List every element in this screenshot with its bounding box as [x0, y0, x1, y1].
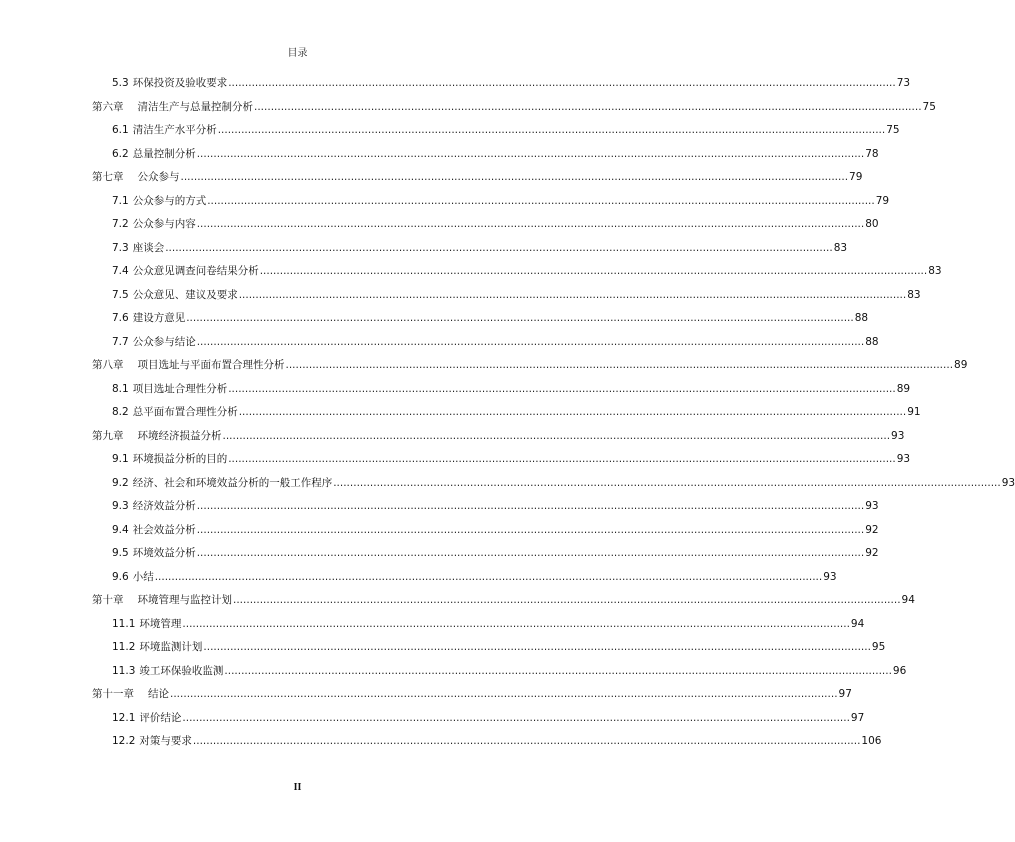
- toc-entry[interactable]: [112, 615, 865, 631]
- toc-dot-leader: ........................................................................................................................................................................................................: [196, 500, 865, 512]
- page-number: II: [293, 782, 302, 793]
- toc-entry-title: 项目选址与平面布置合理性分析: [137, 359, 285, 371]
- toc-dot-leader: ........................................................................................................................................................................................................: [165, 241, 833, 254]
- toc-entry-title: 环境管理: [139, 617, 182, 630]
- toc-entry-page: 73: [896, 77, 911, 89]
- toc-entry-page: 96: [892, 664, 907, 677]
- toc-entry-page: 93: [891, 429, 905, 442]
- toc-entry-number: 7.1: [112, 194, 129, 207]
- toc-dot-leader: ........................................................................................................................................................................................................: [224, 664, 892, 677]
- toc-entry-title: 公众意见调查问卷结果分析: [132, 265, 259, 277]
- toc-entry-number: 第六章: [92, 100, 124, 113]
- toc-dot-leader: ........................................................................................................................................................................................................: [254, 100, 922, 113]
- toc-dot-leader: ........................................................................................................................................................................................................: [228, 453, 896, 465]
- toc-entry-page: 94: [901, 594, 915, 606]
- toc-entry-number: 9.6: [112, 570, 129, 583]
- toc-entry-page: 75: [922, 100, 936, 113]
- toc-entry-number: 11.1: [112, 617, 136, 630]
- toc-entry[interactable]: [112, 333, 879, 349]
- toc-entry-page: 95: [871, 641, 886, 653]
- toc-entry-page: 94: [850, 617, 865, 630]
- toc-entry-title: 经济效益分析: [132, 500, 196, 512]
- toc-entry-number: 9.5: [112, 547, 129, 559]
- toc-entry-number: 11.3: [112, 664, 136, 677]
- toc-entry-number: 12.1: [112, 711, 136, 724]
- toc-dot-leader: ........................................................................................................................................................................................................: [196, 147, 865, 160]
- toc-dot-leader: ........................................................................................................................................................................................................: [238, 406, 907, 418]
- toc-entry-title: 项目选址合理性分析: [132, 382, 228, 395]
- toc-entry-page: 92: [865, 547, 879, 559]
- toc-entry-number: 7.3: [112, 241, 129, 254]
- toc-entry[interactable]: [112, 145, 879, 161]
- toc-entry[interactable]: [112, 497, 879, 513]
- toc-entry-title: 座谈会: [132, 241, 165, 254]
- page-header-title: 目录: [287, 48, 308, 59]
- toc-entry-title: 环境损益分析的目的: [132, 453, 228, 465]
- toc-dot-leader: ........................................................................................................................................................................................................: [233, 594, 901, 606]
- toc-entry[interactable]: [112, 380, 911, 396]
- toc-dot-leader: ........................................................................................................................................................................................................: [228, 77, 896, 89]
- toc-entry-page: 78: [865, 147, 879, 160]
- toc-entry[interactable]: [112, 568, 837, 584]
- toc-entry-page: 80: [865, 218, 879, 230]
- toc-entry-page: 92: [865, 523, 879, 536]
- toc-entry-page: 93: [1001, 476, 1015, 489]
- toc-entry-number: 8.1: [112, 382, 129, 395]
- toc-entry-page: 83: [833, 241, 848, 254]
- toc-entry[interactable]: [112, 474, 1015, 490]
- toc-entry[interactable]: [92, 591, 915, 607]
- toc-entry[interactable]: [112, 662, 907, 678]
- toc-entry[interactable]: [92, 356, 968, 372]
- toc-entry[interactable]: [92, 168, 863, 184]
- toc-entry-page: 89: [896, 382, 911, 395]
- toc-entry[interactable]: [112, 450, 911, 466]
- toc-entry-title: 清洁生产与总量控制分析: [137, 100, 253, 113]
- toc-dot-leader: ........................................................................................................................................................................................................: [222, 429, 891, 442]
- toc-dot-leader: ........................................................................................................................................................................................................: [228, 382, 896, 395]
- toc-entry-page: 88: [854, 312, 869, 324]
- toc-entry-page: 83: [928, 265, 942, 277]
- toc-dot-leader: ........................................................................................................................................................................................................: [217, 124, 886, 136]
- toc-dot-leader: ........................................................................................................................................................................................................: [196, 218, 865, 230]
- toc-entry[interactable]: [112, 286, 921, 302]
- toc-entry-number: 8.2: [112, 406, 129, 418]
- toc-dot-leader: ........................................................................................................................................................................................................: [203, 641, 871, 653]
- toc-entry-number: 7.6: [112, 312, 129, 324]
- toc-entry-number: 9.1: [112, 453, 129, 465]
- toc-dot-leader: ........................................................................................................................................................................................................: [285, 359, 954, 371]
- toc-entry-number: 第七章: [92, 171, 124, 183]
- toc-entry-page: 83: [907, 288, 921, 301]
- toc-entry-title: 公众意见、建议及要求: [132, 288, 238, 301]
- toc-entry-number: 6.2: [112, 147, 129, 160]
- toc-dot-leader: ........................................................................................................................................................................................................: [186, 312, 854, 324]
- toc-entry-title: 公众参与: [137, 171, 180, 183]
- toc-entry[interactable]: [92, 98, 936, 114]
- toc-entry-number: 9.2: [112, 476, 129, 489]
- toc-entry-number: 第十一章: [92, 688, 134, 700]
- toc-entry[interactable]: [112, 709, 865, 725]
- toc-entry-number: 7.4: [112, 265, 129, 277]
- toc-dot-leader: ........................................................................................................................................................................................................: [196, 523, 865, 536]
- toc-dot-leader: ........................................................................................................................................................................................................: [180, 171, 849, 183]
- toc-entry-number: 7.2: [112, 218, 129, 230]
- toc-entry-title: 公众参与的方式: [132, 194, 207, 207]
- toc-entry-number: 9.4: [112, 523, 129, 536]
- toc-entry-title: 环境管理与监控计划: [137, 594, 232, 606]
- toc-entry-page: 106: [861, 735, 882, 747]
- toc-entry-number: 6.1: [112, 124, 129, 136]
- toc-entry-number: 第八章: [92, 359, 124, 371]
- toc-entry-title: 对策与要求: [139, 735, 192, 747]
- toc-entry-number: 9.3: [112, 500, 129, 512]
- toc-dot-leader: ........................................................................................................................................................................................................: [196, 547, 865, 559]
- toc-dot-leader: ........................................................................................................................................................................................................: [196, 335, 865, 348]
- toc-entry[interactable]: [112, 262, 942, 278]
- toc-dot-leader: ........................................................................................................................................................................................................: [170, 688, 838, 700]
- toc-entry-page: 79: [875, 194, 890, 207]
- toc-entry-title: 建设方意见: [132, 312, 186, 324]
- toc-entry-page: 97: [850, 711, 865, 724]
- toc-dot-leader: ........................................................................................................................................................................................................: [192, 735, 861, 747]
- toc-entry-title: 总平面布置合理性分析: [132, 406, 238, 418]
- toc-dot-leader: ........................................................................................................................................................................................................: [182, 711, 850, 724]
- toc-entry-number: 第十章: [92, 594, 124, 606]
- toc-entry-title: 评价结论: [139, 711, 182, 724]
- toc-entry-title: 公众参与内容: [132, 218, 196, 230]
- toc-entry-page: 89: [954, 359, 968, 371]
- toc-entry[interactable]: [112, 544, 879, 560]
- toc-entry-page: 97: [838, 688, 852, 700]
- toc-entry-title: 竣工环保验收监测: [139, 664, 224, 677]
- toc-entry-title: 环境效益分析: [132, 547, 196, 559]
- toc-entry-title: 总量控制分析: [132, 147, 196, 160]
- toc-entry[interactable]: [112, 215, 879, 231]
- toc-entry-page: 75: [886, 124, 900, 136]
- toc-dot-leader: ........................................................................................................................................................................................................: [238, 288, 907, 301]
- toc-entry[interactable]: [112, 521, 879, 537]
- toc-entry-page: 93: [865, 500, 879, 512]
- toc-entry[interactable]: [112, 74, 911, 90]
- toc-entry[interactable]: [92, 427, 905, 443]
- toc-dot-leader: ........................................................................................................................................................................................................: [207, 194, 875, 207]
- toc-entry-title: 小结: [132, 570, 154, 583]
- toc-entry-title: 经济、社会和环境效益分析的一般工作程序: [132, 476, 333, 489]
- toc-entry-number: 7.7: [112, 335, 129, 348]
- toc-entry[interactable]: [112, 638, 886, 654]
- toc-entry[interactable]: [112, 192, 890, 208]
- toc-entry[interactable]: [112, 239, 848, 255]
- toc-entry[interactable]: [112, 309, 869, 325]
- toc-entry-page: 79: [849, 171, 863, 183]
- toc-entry-number: 12.2: [112, 735, 136, 747]
- toc-entry[interactable]: [112, 732, 882, 748]
- toc-entry[interactable]: [92, 685, 852, 701]
- toc-entry-title: 环境经济损益分析: [137, 429, 222, 442]
- toc-entry-title: 公众参与结论: [132, 335, 196, 348]
- toc-entry-title: 环境监测计划: [139, 641, 203, 653]
- toc-entry-page: 93: [896, 453, 911, 465]
- toc-entry-title: 结论: [148, 688, 169, 700]
- toc-dot-leader: ........................................................................................................................................................................................................: [182, 617, 850, 630]
- toc-entry-number: 11.2: [112, 641, 136, 653]
- toc-entry-number: 第九章: [92, 429, 124, 442]
- toc-entry-page: 91: [907, 406, 921, 418]
- toc-dot-leader: ........................................................................................................................................................................................................: [259, 265, 928, 277]
- toc-dot-leader: ........................................................................................................................................................................................................: [154, 570, 823, 583]
- toc-entry-number: 5.3: [112, 77, 129, 89]
- toc-entry-title: 清洁生产水平分析: [132, 124, 217, 136]
- toc-entry-title: 环保投资及验收要求: [132, 77, 228, 89]
- toc-entry-title: 社会效益分析: [132, 523, 196, 536]
- toc-entry-page: 88: [865, 335, 879, 348]
- toc-entry[interactable]: [112, 121, 900, 137]
- toc-dot-leader: ........................................................................................................................................................................................................: [333, 476, 1001, 489]
- toc-entry-page: 93: [823, 570, 837, 583]
- toc-entry-number: 7.5: [112, 288, 129, 301]
- toc-entry[interactable]: [112, 403, 921, 419]
